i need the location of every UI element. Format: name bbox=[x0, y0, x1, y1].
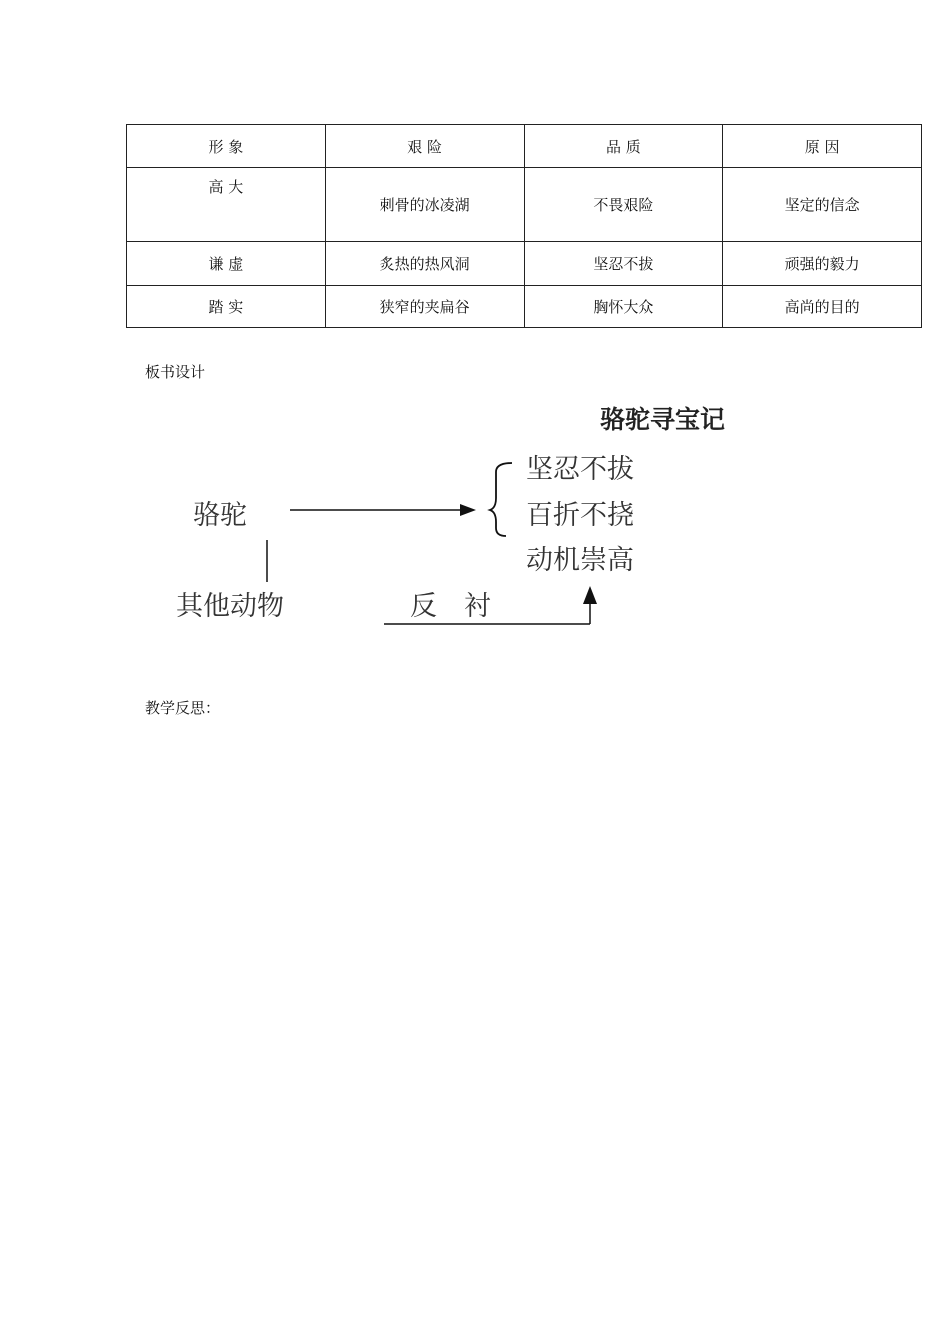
table-cell: 高尚的目的 bbox=[723, 286, 922, 328]
table-cell: 狭窄的夹扁谷 bbox=[325, 286, 524, 328]
subject-text: 骆驼 bbox=[193, 500, 247, 531]
table-row bbox=[127, 168, 922, 242]
board-title: 骆驼寻宝记 bbox=[600, 405, 726, 434]
header-cell-quality: 品 质 bbox=[524, 125, 723, 168]
header-cell-reason: 原 因 bbox=[723, 125, 922, 168]
table-row bbox=[127, 242, 922, 286]
table-cell: 刺骨的冰凌湖 bbox=[325, 168, 524, 242]
table-cell: 坚忍不拔 bbox=[524, 242, 723, 286]
table-row bbox=[127, 286, 922, 328]
table-cell: 谦 虚 bbox=[127, 242, 326, 286]
cell-text: 高 大 bbox=[208, 178, 244, 196]
table-header-row bbox=[127, 125, 922, 168]
quality-item: 百折不挠 bbox=[526, 500, 634, 531]
contrast-group-text: 其他动物 bbox=[176, 591, 284, 622]
table-cell: 不畏艰险 bbox=[524, 168, 723, 242]
header-cell-image: 形 象 bbox=[127, 125, 326, 168]
table-cell: 顽强的毅力 bbox=[723, 242, 922, 286]
arrow-head-right-icon bbox=[460, 504, 476, 516]
quality-item: 动机崇高 bbox=[526, 545, 634, 576]
quality-item: 坚忍不拔 bbox=[526, 454, 634, 485]
table-cell: 踏 实 bbox=[127, 286, 326, 328]
header-cell-hardship: 艰 险 bbox=[325, 125, 524, 168]
board-design-label: 板书设计 bbox=[145, 363, 206, 381]
reflection-label: 教学反思： bbox=[145, 699, 221, 717]
table-cell: 胸怀大众 bbox=[524, 286, 723, 328]
brace-icon bbox=[490, 463, 512, 536]
analysis-table bbox=[126, 124, 922, 328]
table-cell: 坚定的信念 bbox=[723, 168, 922, 242]
arrow-head-up-icon bbox=[583, 586, 597, 604]
blackboard-diagram bbox=[0, 390, 950, 650]
table-cell: 炙热的热风洞 bbox=[325, 242, 524, 286]
contrast-label: 反 衬 bbox=[410, 591, 491, 622]
table-cell bbox=[127, 168, 326, 242]
